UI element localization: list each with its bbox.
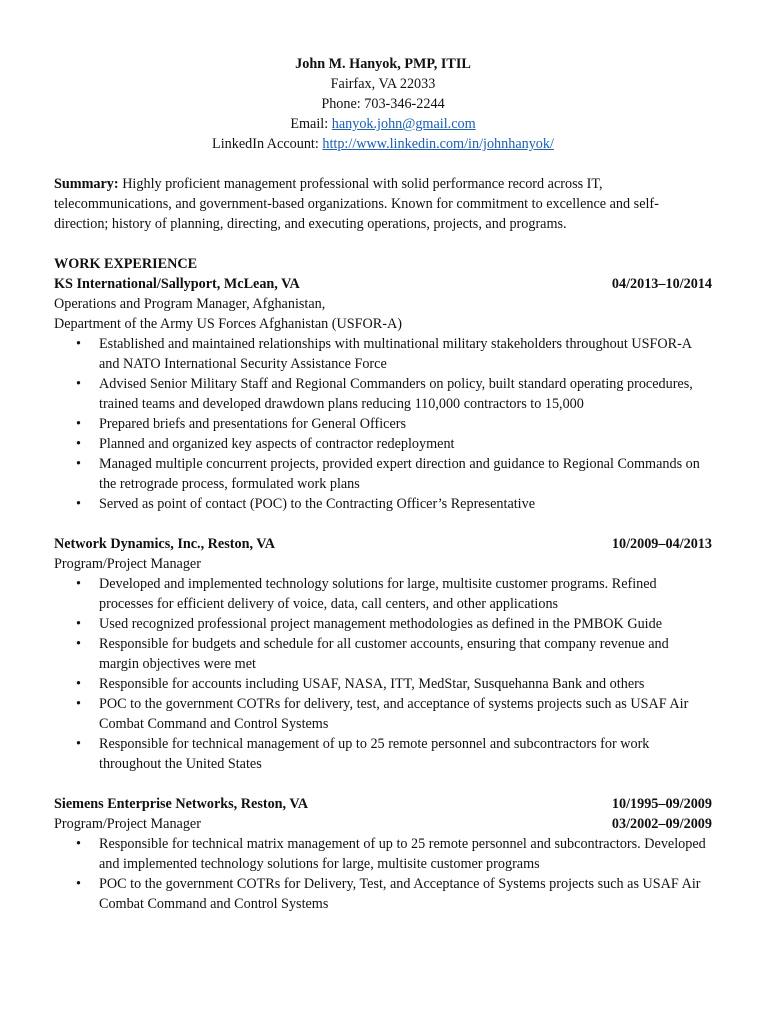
linkedin-line xyxy=(54,134,712,154)
resume-header xyxy=(54,54,712,154)
job-role: Program/Project Manager xyxy=(54,556,201,572)
address: Fairfax, VA 22033 xyxy=(330,76,436,92)
list-item: • Advised Senior Military Staff and Regional Commanders on policy, built standard operating procedures, trained teams and developed drawdown plans reducing 110,000 contractors to 15,000 xyxy=(76,376,693,412)
bullet-icon: • xyxy=(76,456,81,472)
resume-page xyxy=(54,54,712,914)
list-item: • Used recognized professional project management methodologies as defined in the PMBOK Guide xyxy=(76,616,663,632)
job-bullets xyxy=(54,334,712,514)
job-entry xyxy=(54,794,712,914)
job-role-row xyxy=(54,814,712,834)
summary-section xyxy=(54,174,712,234)
job-entry xyxy=(54,534,712,774)
bullet-icon: • xyxy=(76,696,81,712)
bullet-icon: • xyxy=(76,416,81,432)
bullet-icon: • xyxy=(76,616,81,632)
list-item: • Responsible for technical management of up to 25 remote personnel and subcontractors for work throughout the United States xyxy=(76,736,650,772)
linkedin-label: LinkedIn Account: xyxy=(212,136,319,152)
company-name: KS International/Sallyport, McLean, VA xyxy=(54,276,300,292)
job-bullets xyxy=(54,574,712,774)
list-item: • Served as point of contact (POC) to the Contracting Officer’s Representative xyxy=(76,496,536,512)
bullet-icon: • xyxy=(76,496,81,512)
email-line xyxy=(54,114,712,134)
list-item: • POC to the government COTRs for delivery, test, and acceptance of systems projects such as USAF Air Combat Command and Control Systems xyxy=(76,696,689,732)
role-dates: 03/2002–09/2009 xyxy=(611,816,712,832)
job-header xyxy=(54,274,712,294)
list-item: • Established and maintained relationships with multinational military stakeholders throughout USFOR-A and NATO International Security Assistance Force xyxy=(76,336,692,372)
job-dates: 10/2009–04/2013 xyxy=(611,536,712,552)
list-item: • Responsible for technical matrix management of up to 25 remote personnel and subcontractors. Developed and implemented technology solutions for large, multisite customer programs xyxy=(76,836,706,872)
list-item: • Developed and implemented technology solutions for large, multisite customer programs. Refined processes for efficient delivery of voice, data, call centers, and other applications xyxy=(76,576,657,612)
list-item: • Planned and organized key aspects of contractor redeployment xyxy=(76,436,455,452)
bullet-icon: • xyxy=(76,436,81,452)
bullet-icon: • xyxy=(76,376,81,392)
job-dates: 04/2013–10/2014 xyxy=(611,276,712,292)
job-role: Program/Project Manager xyxy=(54,816,201,832)
list-item: • Responsible for budgets and schedule for all customer accounts, ensuring that company revenue and margin objectives were met xyxy=(76,636,669,672)
phone: Phone: 703-346-2244 xyxy=(321,96,445,112)
job-role-organization: Department of the Army US Forces Afghanistan (USFOR-A) xyxy=(54,316,402,332)
job-bullets xyxy=(54,834,712,914)
summary-label: Summary: xyxy=(54,176,119,192)
summary-text: Highly proficient management professional with solid performance record across IT, telecommunications, and government-based organizations. Known for commitment to excellence and self-direction; history of planning, directing, and executing operations, projects, and programs. xyxy=(54,176,659,232)
bullet-icon: • xyxy=(76,636,81,652)
linkedin-link[interactable]: http://www.linkedin.com/in/johnhanyok/ xyxy=(322,136,554,152)
company-name: Network Dynamics, Inc., Reston, VA xyxy=(54,536,275,552)
job-header xyxy=(54,794,712,814)
email-link[interactable]: hanyok.john@gmail.com xyxy=(331,116,476,132)
list-item: • Responsible for accounts including USAF, NASA, ITT, MedStar, Susquehanna Bank and others xyxy=(76,676,645,692)
job-role: Operations and Program Manager, Afghanistan, xyxy=(54,296,326,312)
bullet-icon: • xyxy=(76,736,81,752)
list-item: • Prepared briefs and presentations for General Officers xyxy=(76,416,407,432)
bullet-icon: • xyxy=(76,876,81,892)
list-item: • Managed multiple concurrent projects, provided expert direction and guidance to Regional Commands on the retrograde process, formulated work plans xyxy=(76,456,700,492)
company-name: Siemens Enterprise Networks, Reston, VA xyxy=(54,796,309,812)
bullet-icon: • xyxy=(76,676,81,692)
job-entry xyxy=(54,274,712,514)
bullet-icon: • xyxy=(76,336,81,352)
bullet-icon: • xyxy=(76,836,81,852)
job-dates: 10/1995–09/2009 xyxy=(611,796,712,812)
job-header xyxy=(54,534,712,554)
candidate-name: John M. Hanyok, PMP, ITIL xyxy=(295,56,471,72)
list-item: • POC to the government COTRs for Delivery, Test, and Acceptance of Systems projects such as USAF Air Combat Command and Control Systems xyxy=(76,876,701,912)
bullet-icon: • xyxy=(76,576,81,592)
email-label: Email: xyxy=(290,116,329,132)
work-experience-heading: WORK EXPERIENCE xyxy=(54,256,198,272)
